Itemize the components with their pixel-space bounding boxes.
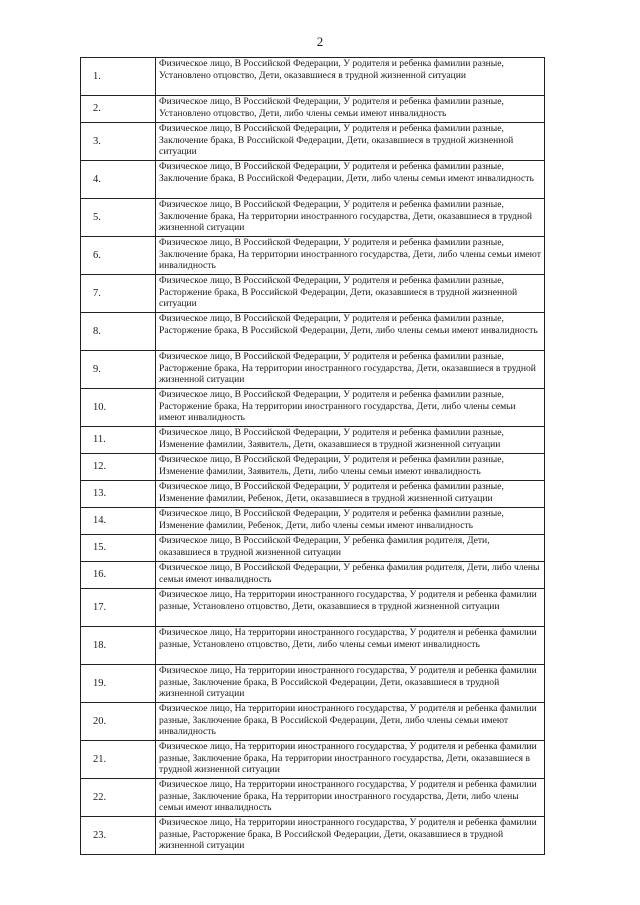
row-number: 18. bbox=[81, 627, 156, 665]
row-description: Физическое лицо, В Российской Федерации, У родителя и ребенка фамилии разные, Установлено отцовство, Дети, либо члены семьи имеют инвалидность bbox=[156, 96, 545, 123]
row-number: 5. bbox=[81, 199, 156, 237]
row-description: Физическое лицо, В Российской Федерации, У родителя и ребенка фамилии разные, Изменение фамилии, Заявитель, Дети, оказавшиеся в трудной жизненной ситуации bbox=[156, 427, 545, 454]
row-number: 2. bbox=[81, 96, 156, 123]
table-row bbox=[81, 161, 545, 199]
row-description: Физическое лицо, В Российской Федерации, У родителя и ребенка фамилии разные, Расторжение брака, В Российской Федерации, Дети, оказавшиеся в трудной жизненной ситуации bbox=[156, 275, 545, 313]
table-row bbox=[81, 779, 545, 817]
table-row bbox=[81, 454, 545, 481]
row-number: 6. bbox=[81, 237, 156, 275]
row-number: 4. bbox=[81, 161, 156, 199]
table-row bbox=[81, 562, 545, 589]
table-row bbox=[81, 313, 545, 351]
row-number: 1. bbox=[81, 58, 156, 96]
row-description: Физическое лицо, В Российской Федерации, У родителя и ребенка фамилии разные, Изменение фамилии, Ребенок, Дети, либо члены семьи имеют инвалидность bbox=[156, 508, 545, 535]
table-row bbox=[81, 481, 545, 508]
row-number: 7. bbox=[81, 275, 156, 313]
row-number: 13. bbox=[81, 481, 156, 508]
row-description: Физическое лицо, В Российской Федерации, У родителя и ребенка фамилии разные, Изменение фамилии, Заявитель, Дети, либо члены семьи имеют инвалидность bbox=[156, 454, 545, 481]
row-number: 21. bbox=[81, 741, 156, 779]
row-description: Физическое лицо, В Российской Федерации, У родителя и ребенка фамилии разные, Заключение брака, На территории иностранного государства, Дети, либо члены семьи имеют инвалидность bbox=[156, 237, 545, 275]
table-row bbox=[81, 535, 545, 562]
row-description: Физическое лицо, В Российской Федерации, У родителя и ребенка фамилии разные, Расторжение брака, На территории иностранного государства, Дети, оказавшиеся в трудной жизненной ситуации bbox=[156, 351, 545, 389]
row-number: 20. bbox=[81, 703, 156, 741]
table-row bbox=[81, 58, 545, 96]
table-row bbox=[81, 703, 545, 741]
row-description: Физическое лицо, На территории иностранного государства, У родителя и ребенка фамилии разные, Заключение брака, В Российской Федерации, Дети, либо члены семьи имеют инвалидность bbox=[156, 703, 545, 741]
row-description: Физическое лицо, На территории иностранного государства, У родителя и ребенка фамилии разные, Установлено отцовство, Дети, либо члены семьи имеют инвалидность bbox=[156, 627, 545, 665]
row-number: 16. bbox=[81, 562, 156, 589]
row-description: Физическое лицо, В Российской Федерации, У родителя и ребенка фамилии разные, Расторжение брака, В Российской Федерации, Дети, либо члены семьи имеют инвалидность bbox=[156, 313, 545, 351]
table-row bbox=[81, 351, 545, 389]
row-description: Физическое лицо, В Российской Федерации, У родителя и ребенка фамилии разные, Изменение фамилии, Ребенок, Дети, оказавшиеся в трудной жизненной ситуации bbox=[156, 481, 545, 508]
row-number: 14. bbox=[81, 508, 156, 535]
variants-table-body bbox=[81, 58, 545, 855]
row-number: 8. bbox=[81, 313, 156, 351]
row-description: Физическое лицо, На территории иностранного государства, У родителя и ребенка фамилии разные, Заключение брака, На территории иностранного государства, Дети, либо члены семьи имеют инвалидность bbox=[156, 779, 545, 817]
row-number: 22. bbox=[81, 779, 156, 817]
table-row bbox=[81, 199, 545, 237]
row-description: Физическое лицо, В Российской Федерации, У родителя и ребенка фамилии разные, Установлено отцовство, Дети, оказавшиеся в трудной жизненной ситуации bbox=[156, 58, 545, 96]
row-number: 9. bbox=[81, 351, 156, 389]
row-description: Физическое лицо, В Российской Федерации, У ребенка фамилия родителя, Дети, либо члены семьи имеют инвалидность bbox=[156, 562, 545, 589]
table-row bbox=[81, 123, 545, 161]
table-row bbox=[81, 741, 545, 779]
table-row bbox=[81, 96, 545, 123]
row-description: Физическое лицо, На территории иностранного государства, У родителя и ребенка фамилии разные, Расторжение брака, В Российской Федерации, Дети, оказавшиеся в трудной жизненной ситуации bbox=[156, 817, 545, 855]
row-number: 11. bbox=[81, 427, 156, 454]
row-description: Физическое лицо, На территории иностранного государства, У родителя и ребенка фамилии разные, Заключение брака, В Российской Федерации, Дети, оказавшиеся в трудной жизненной ситуации bbox=[156, 665, 545, 703]
row-description: Физическое лицо, В Российской Федерации, У родителя и ребенка фамилии разные, Заключение брака, В Российской Федерации, Дети, либо члены семьи имеют инвалидность bbox=[156, 161, 545, 199]
row-description: Физическое лицо, На территории иностранного государства, У родителя и ребенка фамилии разные, Установлено отцовство, Дети, оказавшиеся в трудной жизненной ситуации bbox=[156, 589, 545, 627]
row-number: 12. bbox=[81, 454, 156, 481]
row-description: Физическое лицо, В Российской Федерации, У ребенка фамилия родителя, Дети, оказавшиеся в трудной жизненной ситуации bbox=[156, 535, 545, 562]
row-number: 19. bbox=[81, 665, 156, 703]
row-description: Физическое лицо, В Российской Федерации, У родителя и ребенка фамилии разные, Заключение брака, На территории иностранного государства, Дети, оказавшиеся в трудной жизненной ситуации bbox=[156, 199, 545, 237]
table-row bbox=[81, 275, 545, 313]
table-row bbox=[81, 627, 545, 665]
table-row bbox=[81, 389, 545, 427]
variants-table bbox=[80, 57, 545, 855]
table-row bbox=[81, 508, 545, 535]
row-number: 15. bbox=[81, 535, 156, 562]
row-number: 3. bbox=[81, 123, 156, 161]
row-number: 10. bbox=[81, 389, 156, 427]
table-row bbox=[81, 817, 545, 855]
row-description: Физическое лицо, На территории иностранного государства, У родителя и ребенка фамилии разные, Заключение брака, На территории иностранного государства, Дети, оказавшиеся в трудной жизненной ситуации bbox=[156, 741, 545, 779]
row-number: 17. bbox=[81, 589, 156, 627]
table-row bbox=[81, 665, 545, 703]
row-description: Физическое лицо, В Российской Федерации, У родителя и ребенка фамилии разные, Расторжение брака, На территории иностранного государства, Дети, либо члены семьи имеют инвалидность bbox=[156, 389, 545, 427]
table-row bbox=[81, 237, 545, 275]
table-row bbox=[81, 427, 545, 454]
row-number: 23. bbox=[81, 817, 156, 855]
row-description: Физическое лицо, В Российской Федерации, У родителя и ребенка фамилии разные, Заключение брака, В Российской Федерации, Дети, оказавшиеся в трудной жизненной ситуации bbox=[156, 123, 545, 161]
table-row bbox=[81, 589, 545, 627]
page-number: 2 bbox=[316, 34, 324, 49]
